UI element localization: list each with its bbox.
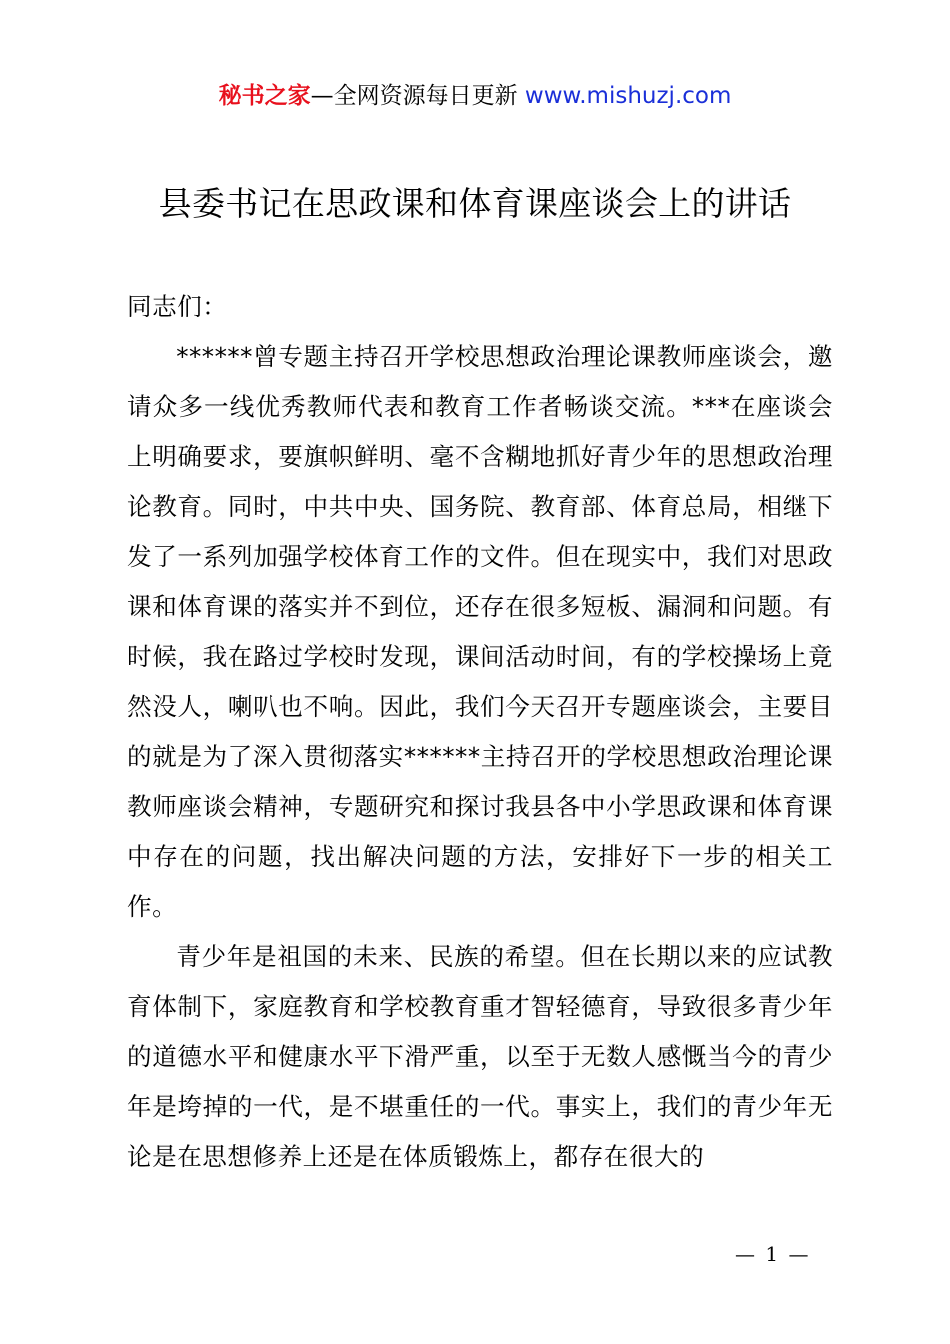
site-brand-name: 秘书之家	[218, 83, 311, 109]
site-tagline: —全网资源每日更新	[310, 83, 518, 109]
site-header	[0, 80, 950, 112]
site-url-link[interactable]: www.mishuzj.com	[524, 83, 732, 109]
document-title: 县委书记在思政课和体育课座谈会上的讲话	[158, 184, 792, 223]
salutation: 同志们：	[127, 292, 228, 321]
page-number: — 1 —	[735, 1242, 811, 1266]
body-paragraph: 青少年是祖国的未来、民族的希望。但在长期以来的应试教育体制下，家庭教育和学校教育重才智轻德育，导致很多青少年的道德水平和健康水平下滑严重，以至于无数人感慨当今的青少年是垮掉的一代，是不堪重任的一代。事实上，我们的青少年无论是在思想修养上还是在体质锻炼上，都存在很大的	[127, 942, 833, 1171]
body-paragraph: ******曾专题主持召开学校思想政治理论课教师座谈会，邀请众多一线优秀教师代表和教育工作者畅谈交流。***在座谈会上明确要求，要旗帜鲜明、毫不含糊地抓好青少年的思想政治理论教育。同时，中共中央、国务院、教育部、体育总局，相继下发了一系列加强学校体育工作的文件。但在现实中，我们对思政课和体育课的落实并不到位，还存在很多短板、漏洞和问题。有时候，我在路过学校时发现，课间活动时间，有的学校操场上竟然没人，喇叭也不响。因此，我们今天召开专题座谈会，主要目的就是为了深入贯彻落实******主持召开的学校思想政治理论课教师座谈会精神，专题研究和探讨我县各中小学思政课和体育课中存在的问题，找出解决问题的方法，安排好下一步的相关工作。	[127, 342, 833, 921]
document-body	[127, 282, 833, 1182]
